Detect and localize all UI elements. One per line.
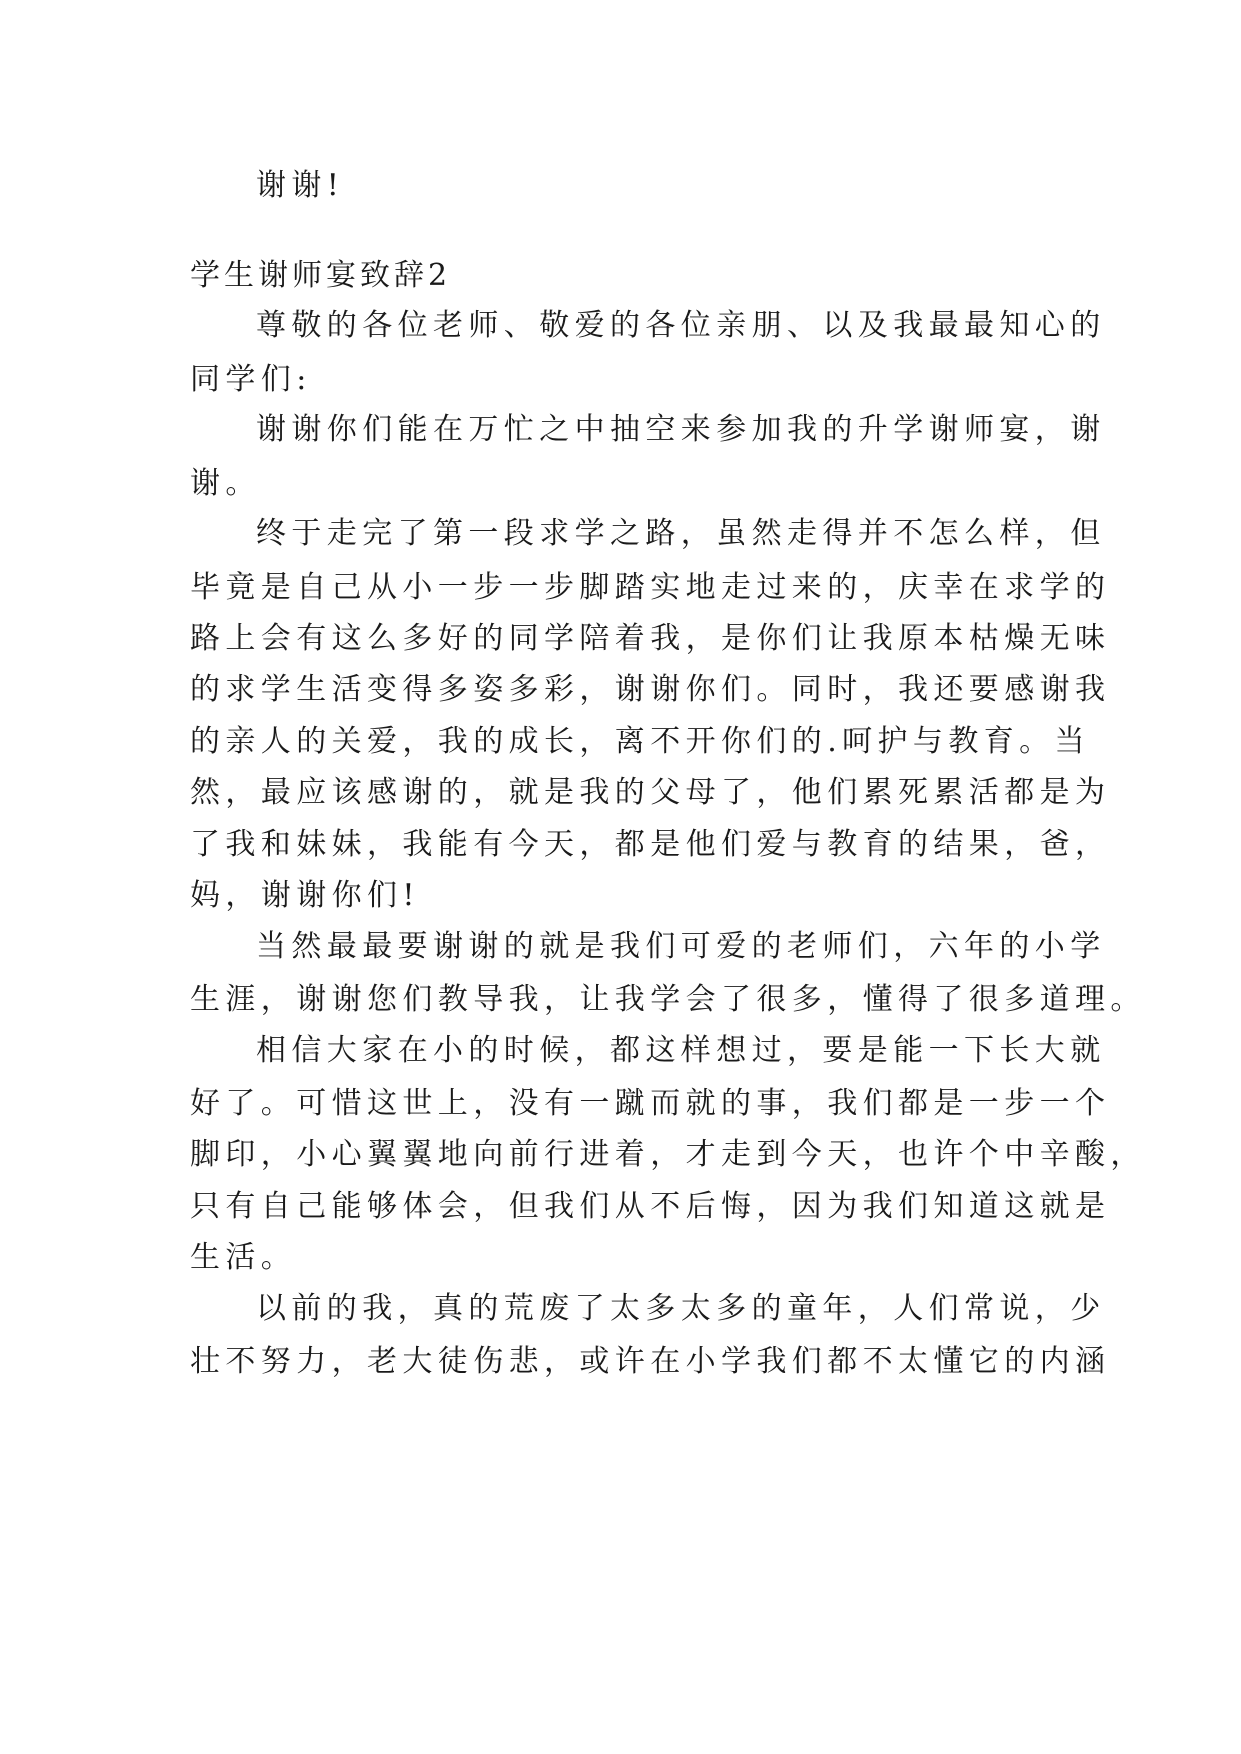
paragraph-line: 相信大家在小的时候，都这样想过，要是能一下长大就: [256, 1033, 1106, 1068]
paragraph-line: 脚印，小心翼翼地向前行进着，才走到今天，也许个中辛酸，: [190, 1137, 1146, 1172]
paragraph-line: 终于走完了第一段求学之路，虽然走得并不怎么样，但: [256, 516, 1106, 551]
paragraph-line: 生涯，谢谢您们教导我，让我学会了很多，懂得了很多道理。: [190, 982, 1146, 1017]
paragraph-line: 以前的我，真的荒废了太多太多的童年，人们常说，少: [256, 1291, 1106, 1326]
paragraph-line: 当然最最要谢谢的就是我们可爱的老师们，六年的小学: [256, 929, 1106, 964]
paragraph-line: 同学们:: [190, 362, 312, 397]
paragraph-line: 尊敬的各位老师、敬爱的各位亲朋、以及我最最知心的: [256, 308, 1106, 343]
paragraph-line: 然，最应该感谢的，就是我的父母了，他们累死累活都是为: [190, 775, 1111, 810]
paragraph-line: 路上会有这么多好的同学陪着我，是你们让我原本枯燥无味: [190, 621, 1111, 656]
paragraph-line: 妈，谢谢你们!: [190, 878, 420, 913]
closing-line: 谢谢!: [256, 168, 345, 203]
section-title: 学生谢师宴致辞2: [190, 258, 452, 293]
paragraph-line: 生活。: [190, 1240, 297, 1275]
paragraph-line: 的求学生活变得多姿多彩，谢谢你们。同时，我还要感谢我: [190, 672, 1111, 707]
paragraph-line: 壮不努力，老大徒伤悲，或许在小学我们都不太懂它的内涵: [190, 1344, 1111, 1379]
paragraph-line: 的亲人的关爱，我的成长，离不开你们的.呵护与教育。当: [190, 724, 1090, 759]
paragraph-line: 只有自己能够体会，但我们从不后悔，因为我们知道这就是: [190, 1189, 1111, 1224]
paragraph-line: 毕竟是自己从小一步一步脚踏实地走过来的，庆幸在求学的: [190, 570, 1111, 605]
paragraph-line: 谢。: [190, 466, 261, 501]
paragraph-line: 好了。可惜这世上，没有一蹴而就的事，我们都是一步一个: [190, 1086, 1111, 1121]
paragraph-line: 谢谢你们能在万忙之中抽空来参加我的升学谢师宴，谢: [256, 412, 1106, 447]
paragraph-line: 了我和妹妹，我能有今天，都是他们爱与教育的结果，爸，: [190, 827, 1111, 862]
